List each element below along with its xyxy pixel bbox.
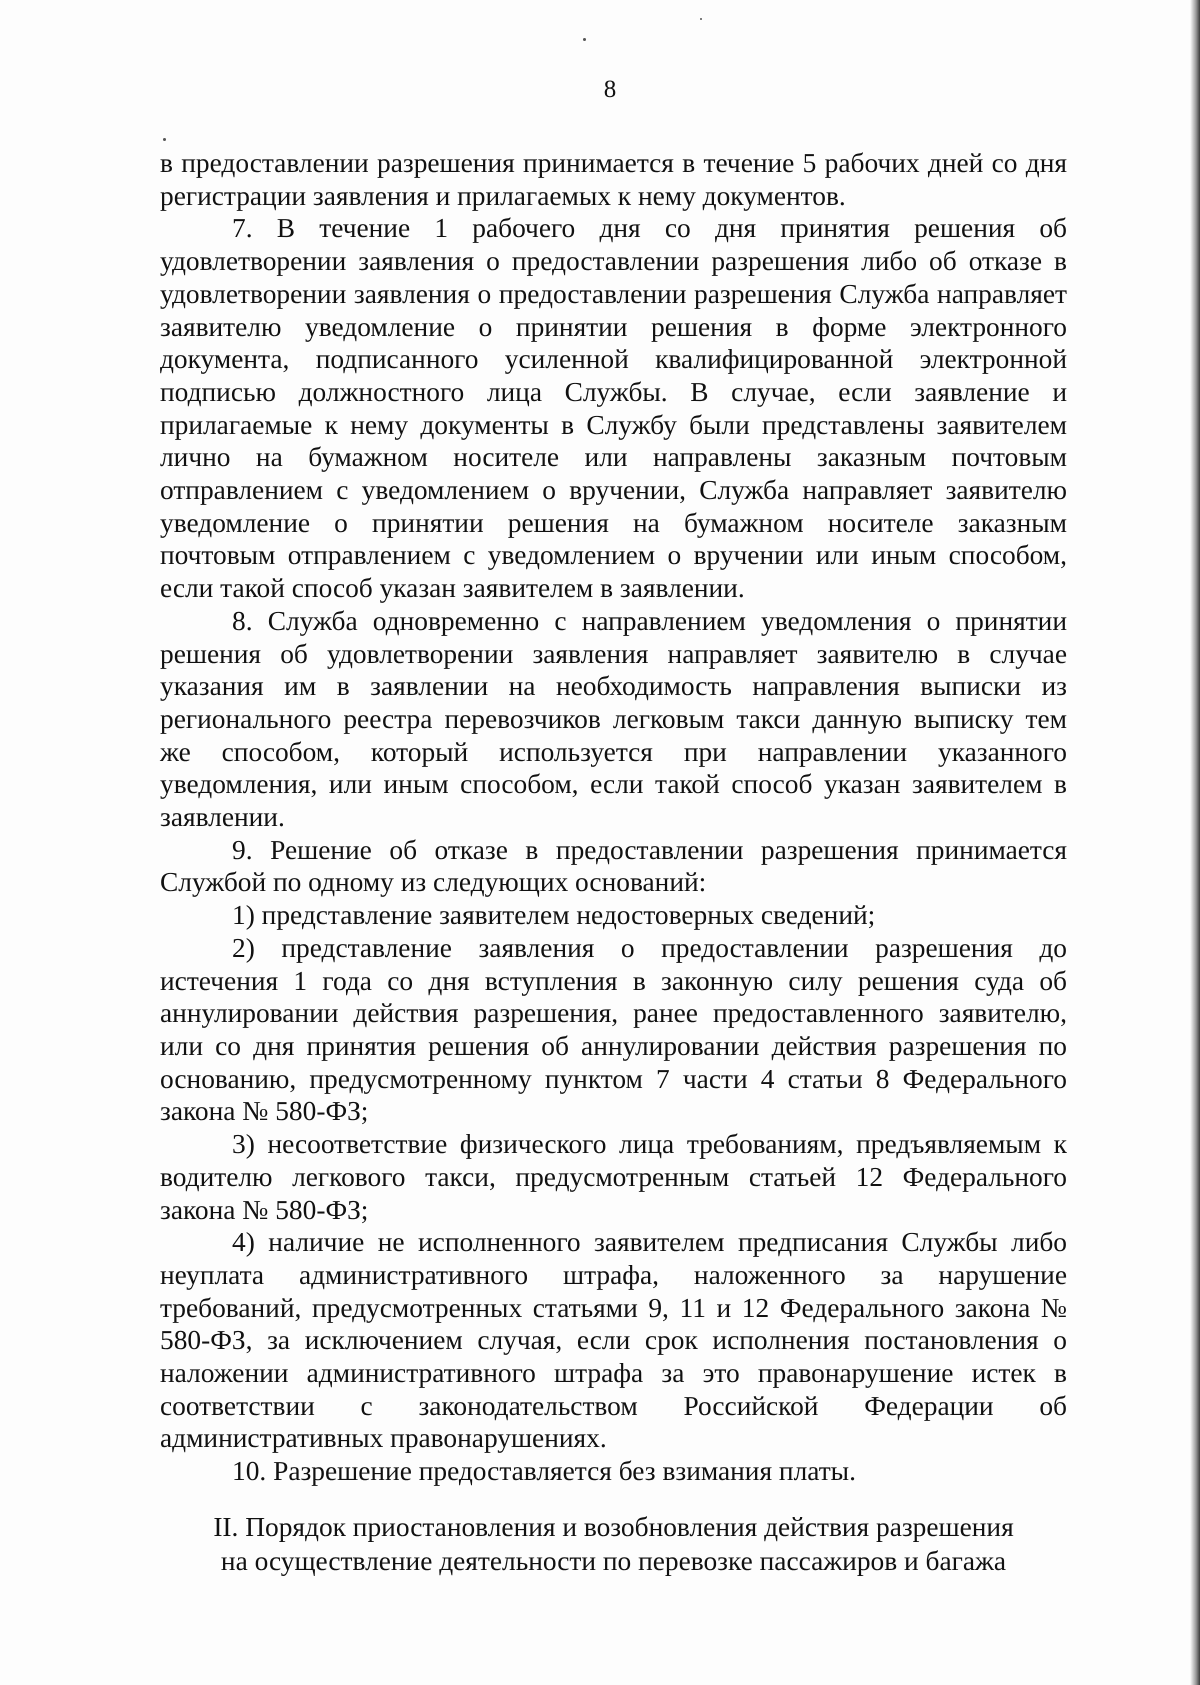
section-heading-line-1: II. Порядок приостановления и возобновления действия разрешения bbox=[213, 1512, 1014, 1542]
paragraph-item-9: 9. Решение об отказе в предоставлении разрешения принимается Службой по одному из следующих оснований: bbox=[160, 834, 1067, 898]
page-number: 8 bbox=[603, 76, 617, 103]
paragraph-continuation: в предоставлении разрешения принимается в течение 5 рабочих дней со дня регистрации заявления и прилагаемых к нему документов. bbox=[160, 148, 1067, 211]
paragraph-item-7: 7. В течение 1 рабочего дня со дня принятия решения об удовлетворении заявления о предоставлении разрешения либо об отказе в удовлетворении заявления о предоставлении разрешения Служба направляет заявителю уведомление о принятии решения в форме электронного документа, подписанного усиленной квалифицированной электронной подписью должностного лица Службы. В случае, если заявление и прилагаемые к нему документы в Службу были представлены заявителем лично на бумажном носителе или направлены заказным почтовым отправлением с уведомлением о вручении, Служба направляет заявителю уведомление о принятии решения на бумажном носителе заказным почтовым отправлением с уведомлением о вручении или иным способом, если такой способ указан заявителем в заявлении. bbox=[160, 213, 1067, 604]
list-item-1: 1) представление заявителем недостоверных сведений; bbox=[232, 900, 876, 931]
paragraph-item-8: 8. Служба одновременно с направлением уведомления о принятии решения об удовлетворении заявления направляет заявителю в случае указания им в заявлении на необходимость направления выписки из регионального реестра перевозчиков легковым такси данную выписку тем же способом, который используется при направлении указанного уведомления, или иным способом, если такой способ указан заявителем в заявлении. bbox=[160, 605, 1067, 833]
scan-speck bbox=[583, 38, 586, 41]
paragraph-item-10: 10. Разрешение предоставляется без взимания платы. bbox=[232, 1456, 856, 1487]
list-item-4: 4) наличие не исполненного заявителем предписания Службы либо неуплата административного штрафа, наложенного за нарушение требований, предусмотренных статьями 9, 11 и 12 Федерального закона № 580-ФЗ, за исключением случая, если срок исполнения постановления о наложении административного штрафа за это правонарушение истек в соответствии с законодательством Российской Федерации об административных правонарушениях. bbox=[160, 1227, 1067, 1454]
section-heading bbox=[160, 1510, 1067, 1578]
scan-speck bbox=[163, 138, 166, 141]
scan-speck bbox=[700, 18, 702, 20]
document-body bbox=[160, 147, 1067, 1488]
section-heading-line-2: на осуществление деятельности по перевозке пассажиров и багажа bbox=[220, 1546, 1007, 1576]
scan-edge-shadow bbox=[1190, 0, 1200, 1685]
list-item-3: 3) несоответствие физического лица требованиям, предъявляемым к водителю легкового такси, предусмотренным статьей 12 Федерального закона № 580-ФЗ; bbox=[160, 1129, 1067, 1225]
list-item-2: 2) представление заявления о предоставлении разрешения до истечения 1 года со дня вступления в законную силу решения суда об аннулировании действия разрешения, ранее предоставленного заявителю, или со дня принятия решения об аннулировании действия разрешения по основанию, предусмотренному пунктом 7 части 4 статьи 8 Федерального закона № 580-ФЗ; bbox=[160, 932, 1067, 1127]
